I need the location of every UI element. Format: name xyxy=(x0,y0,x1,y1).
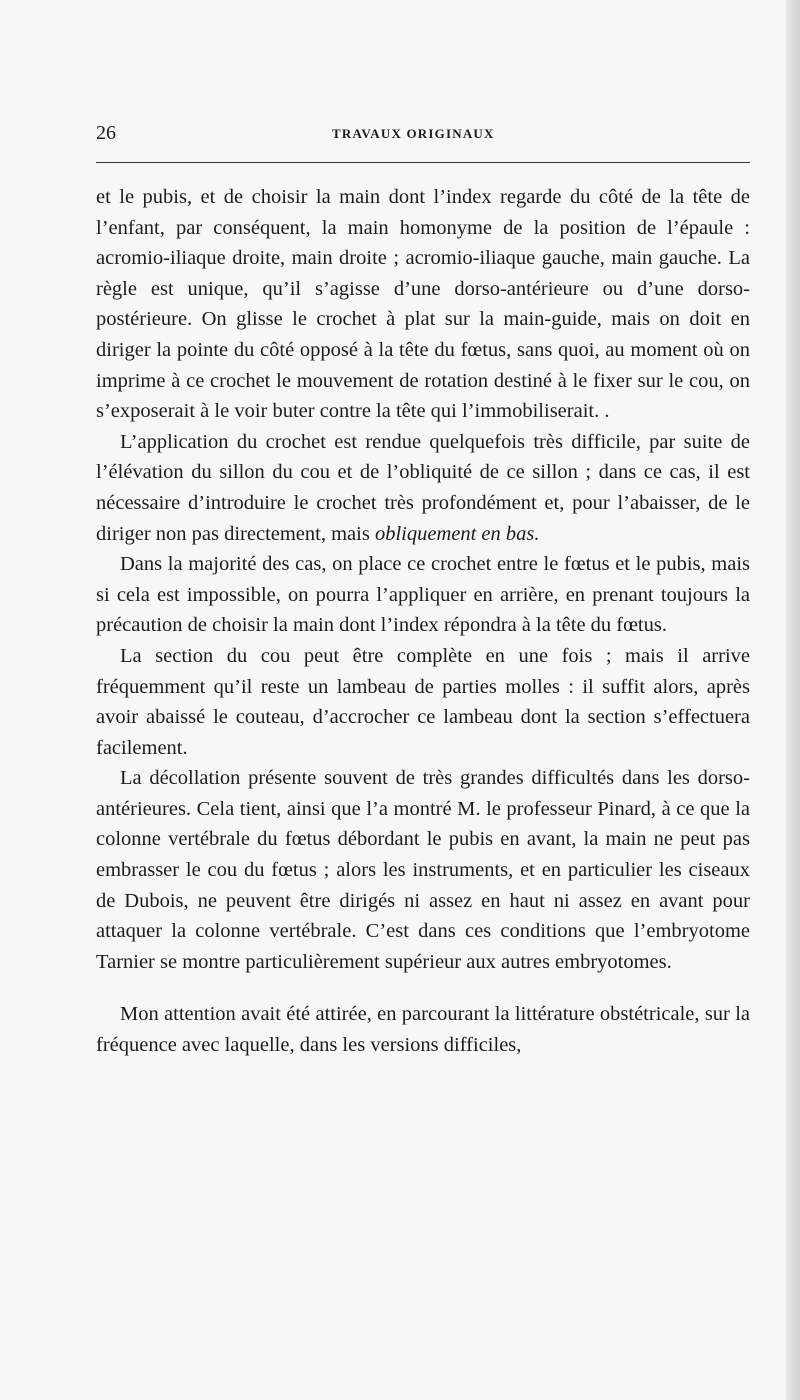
body-text xyxy=(96,182,750,1061)
paragraph: Mon attention avait été attirée, en parcourant la littérature obstétricale, sur la fréquence avec laquelle, dans les versions difficiles, xyxy=(96,1003,750,1057)
paragraph-text: L’application du crochet est rendue quelquefois très difficile, par suite de l’élévation du sillon du cou et de l’obliquité de ce sillon ; dans ce cas, il est nécessaire d’introduire le crochet très profondément et, pour l’abaisser, de le diriger non pas directement, mais xyxy=(96,430,750,545)
paragraph: La section du cou peut être complète en une fois ; mais il arrive fréquemment qu’il reste un lambeau de parties molles : il suffit alors, après avoir abaissé le couteau, d’accrocher ce lambeau dont la section s’effectuera facilement. xyxy=(96,644,750,759)
paragraph: et le pubis, et de choisir la main dont l’index regarde du côté de la tête de l’enfant, par conséquent, la main homonyme de la position de l’épaule : acromio-iliaque droite, main droite ; acromio-iliaque gauche, main gauche. La règle est unique, qu’il s’agisse d’une dorso-antérieure ou d’une dorso-postérieure. On glisse le crochet à plat sur la main-guide, mais on doit en diriger la pointe du côté opposé à la tête du fœtus, sans quoi, au moment où on imprime à ce crochet le mouvement de rotation destiné à le fixer sur le cou, on s’exposerait à le voir buter contre la tête qui l’immobiliserait. . xyxy=(96,186,750,423)
header-rule xyxy=(96,162,750,163)
running-header xyxy=(96,118,750,158)
paragraph xyxy=(96,427,750,549)
paragraph: La décollation présente souvent de très grandes difficultés dans les dorso-antérieures. Cela tient, ainsi que l’a montré M. le professeur Pinard, à ce que la colonne vertébrale du fœtus débordant le pubis en avant, la main ne peut pas embrasser le cou du fœtus ; alors les instruments, et en particulier les ciseaux de Dubois, ne peuvent être dirigés ni assez en haut ni assez en avant pour attaquer la colonne vertébrale. C’est dans ces conditions que l’embryotome Tarnier se montre particulièrement supérieur aux autres embryotomes. xyxy=(96,767,750,973)
emphasis-text: obliquement en bas. xyxy=(374,522,540,545)
running-title: TRAVAUX ORIGINAUX xyxy=(332,126,495,141)
paragraph: Dans la majorité des cas, on place ce crochet entre le fœtus et le pubis, mais si cela est impossible, on pourra l’appliquer en arrière, en prenant toujours la précaution de choisir la main dont l’index répondra à la tête du fœtus. xyxy=(96,553,750,637)
page-edge-shadow xyxy=(786,0,800,1400)
page-number: 26 xyxy=(96,122,116,144)
